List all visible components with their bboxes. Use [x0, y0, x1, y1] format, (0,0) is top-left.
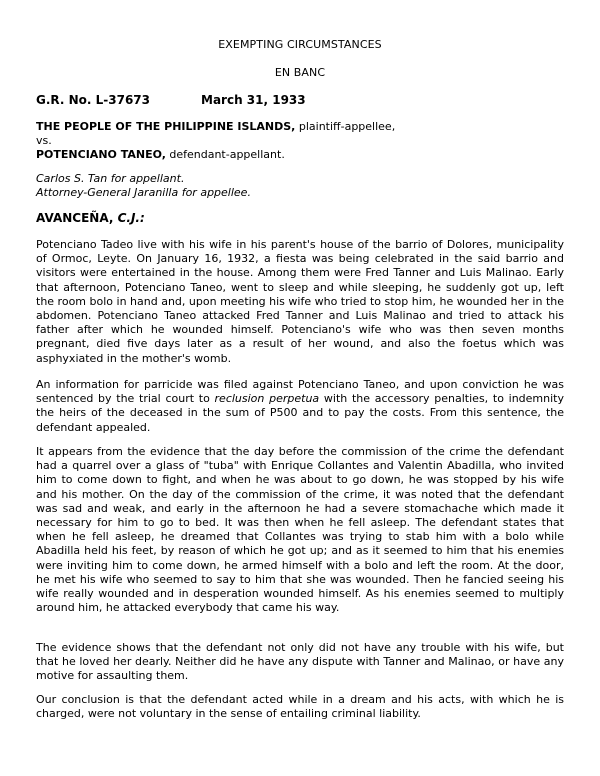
paragraph-information [36, 378, 564, 435]
defendant-role: defendant-appellant. [165, 148, 285, 161]
paragraph-facts: Potenciano Tadeo live with his wife in his parent's house of the barrio of Dolores, municipality of Ormoc, Leyte. On January 16, 1932, a fiesta was being celebrated in the said barrio and visitors were entertained in the house. Among them were Fred Tanner and Luis Malinao. Early that afternoon, Potenciano Taneo, went to sleep and while sleeping, he suddenly got up, left the room bolo in hand and, upon meeting his wife who tried to stop him, he wounded her in the abdomen. Potenciano Taneo attacked Fred Tanner and Luis Malinao and tried to attack his father after which he wounded himself. Potenciano's wife who was then seven months pregnant, died five days later as a result of her wound, and also the foetus which was asphyxiated in the mother's womb. [36, 238, 564, 365]
ponente [36, 211, 145, 225]
ponente-name: AVANCEÑA, [36, 211, 118, 225]
plaintiff-line [36, 120, 395, 133]
case-number: G.R. No. L-37673 [36, 93, 151, 107]
section-title: EXEMPTING CIRCUMSTANCES [218, 38, 382, 51]
defendant-line [36, 148, 285, 161]
defendant-name: POTENCIANO TANEO, [36, 148, 166, 161]
plaintiff-role: plaintiff-appellee, [295, 120, 396, 133]
counsel-appellee: Attorney-General Jaranilla for appellee. [36, 186, 251, 199]
court-division: EN BANC [274, 66, 326, 79]
paragraph-relationship: The evidence shows that the defendant not only did not have any trouble with his wife, but that he loved her dearly. Neither did he have any dispute with Tanner and Malinao, or have any motive for assaulting them. [36, 641, 564, 683]
versus-label: vs. [36, 134, 52, 147]
penalty-term: reclusion perpetua [214, 392, 320, 406]
plaintiff-name: THE PEOPLE OF THE PHILIPPINE ISLANDS, [36, 120, 296, 133]
counsel-appellant: Carlos S. Tan for appellant. [36, 172, 185, 185]
case-header [36, 93, 436, 109]
case-date: March 31, 1933 [201, 93, 306, 107]
paragraph-conclusion: Our conclusion is that the defendant acted while in a dream and his acts, with which he is charged, were not voluntary in the sense of entailing criminal liability. [36, 693, 564, 721]
paragraph-information-end: with the accessory penalties, to indemnity the heirs of the deceased in the sum of P500 and to pay the costs. From this sentence, the defendant appealed. [36, 392, 565, 434]
ponente-title: C.J.: [117, 211, 145, 225]
paragraph-evidence: It appears from the evidence that the day before the commission of the crime the defendant had a quarrel over a glass of "tuba" with Enrique Collantes and Valentin Abadilla, who invited him to come down to fight, and when he was about to go down, he was stopped by his wife and his mother. On the day of the commission of the crime, it was noted that the defendant was sad and weak, and early in the afternoon he had a severe stomachache which made it necessary for him to go to bed. It was then when he fell asleep. The defendant states that when he fell asleep, he dreamed that Collantes was trying to stab him with a bolo while Abadilla held his feet, by reason of which he got up; and as it seemed to him that his enemies were inviting him to come down, he armed himself with a bolo and left the room. At the door, he met his wife who seemed to say to him that she was wounded. Then he fancied seeing his wife really wounded and in desperation wounded himself. As his enemies seemed to multiply around him, he attacked everybody that came his way. [36, 445, 564, 615]
paragraph-information-start: An information for parricide was filed against Potenciano Taneo, and upon conviction he was sentenced by the trial court to [36, 378, 564, 406]
